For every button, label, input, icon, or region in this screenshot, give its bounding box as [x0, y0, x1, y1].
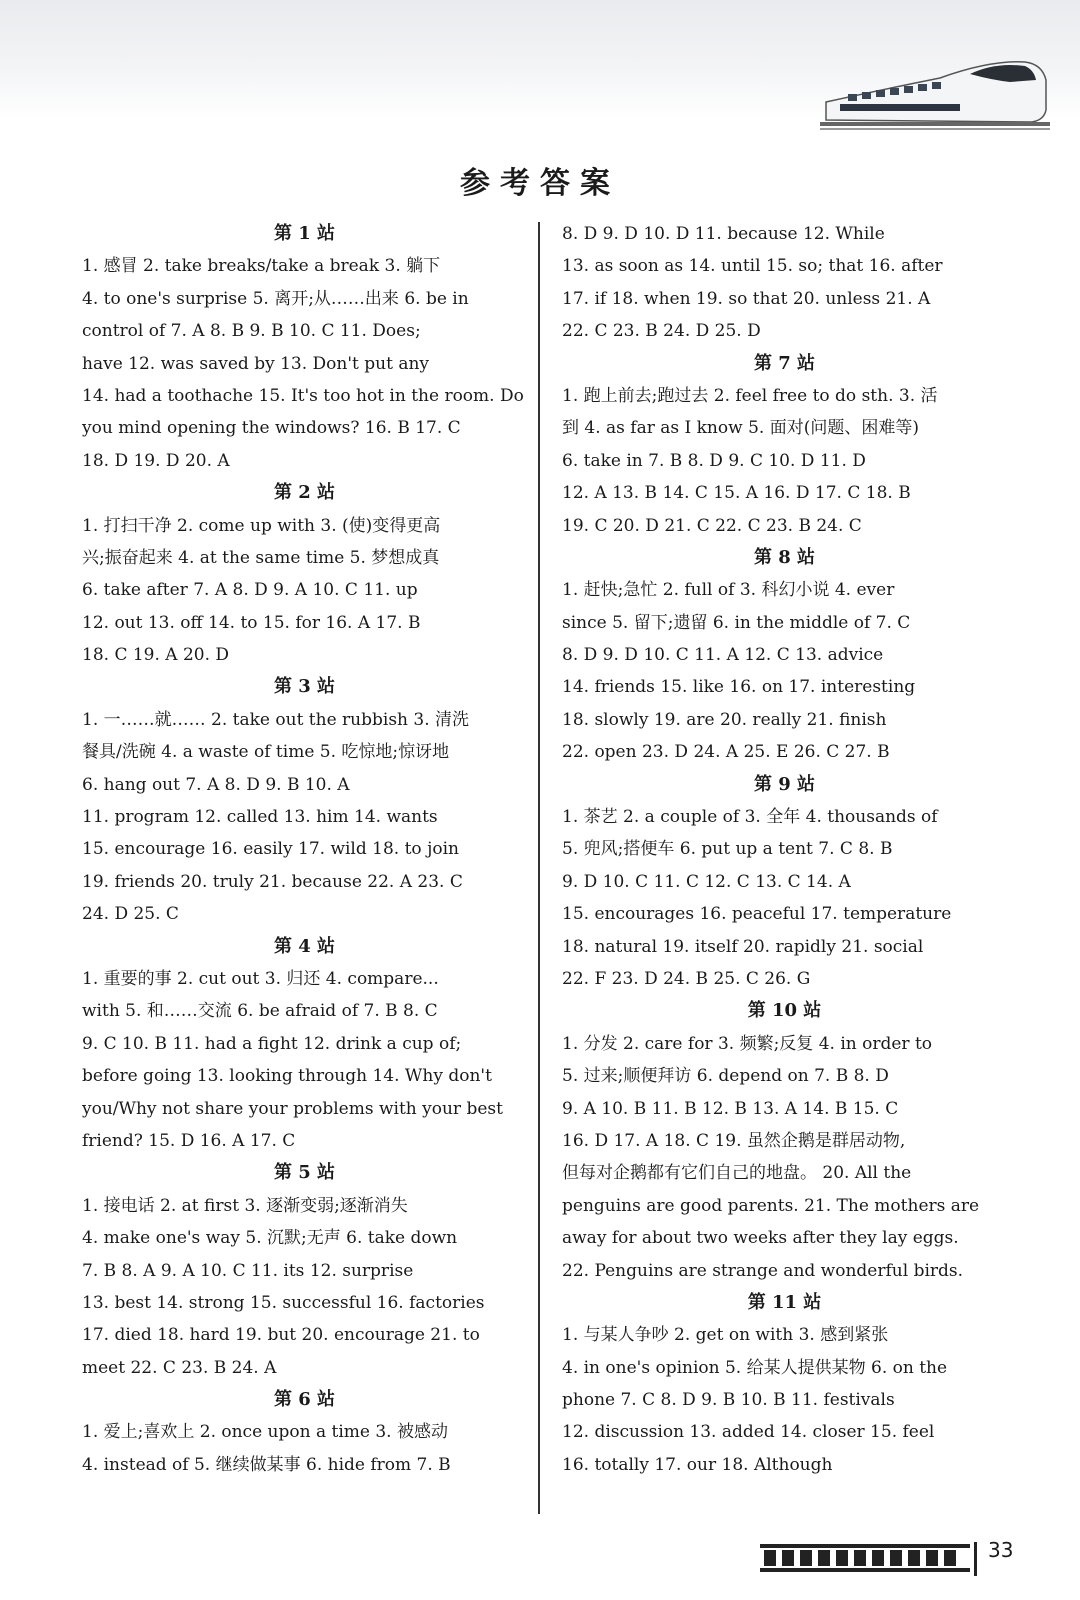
- left-column: [82, 218, 527, 1481]
- section-heading: 第 11 站: [747, 1291, 822, 1313]
- answer-line: 22. F 23. D 24. B 25. C 26. G: [562, 968, 811, 989]
- answer-line: 5. 过来;顺便拜访 6. depend on 7. B 8. D: [562, 1066, 889, 1087]
- answer-line: 1. 与某人争吵 2. get on with 3. 感到紧张: [562, 1325, 889, 1346]
- column-divider: [538, 222, 540, 1514]
- answer-line: meet 22. C 23. B 24. A: [82, 1357, 277, 1378]
- section-heading: 第 2 站: [273, 482, 336, 504]
- answer-line: 9. A 10. B 11. B 12. B 13. A 14. B 15. C: [562, 1098, 899, 1119]
- train-icon: [820, 40, 1050, 135]
- answer-line: 22. Penguins are strange and wonderful birds.: [562, 1260, 964, 1281]
- answer-line: friend? 15. D 16. A 17. C: [82, 1130, 296, 1151]
- page-title: 参考答案: [460, 166, 620, 201]
- right-column: [562, 218, 1007, 1481]
- answer-line: 18. C 19. A 20. D: [82, 645, 230, 666]
- answer-line: 1. 分发 2. care for 3. 频繁;反复 4. in order to: [562, 1033, 933, 1054]
- answer-line: 1. 打扫干净 2. come up with 3. (使)变得更高: [82, 515, 441, 536]
- answer-line: 1. 一……就…… 2. take out the rubbish 3. 清洗: [82, 709, 470, 730]
- answer-line: 11. program 12. called 13. him 14. wants: [82, 807, 438, 828]
- section-heading: 第 1 站: [273, 223, 336, 244]
- answer-line: 6. take after 7. A 8. D 9. A 10. C 11. up: [82, 580, 418, 601]
- section-heading: 第 5 站: [273, 1162, 336, 1184]
- answer-line: with 5. 和……交流 6. be afraid of 7. B 8. C: [82, 1001, 438, 1022]
- answer-line: 8. D 9. D 10. D 11. because 12. While: [562, 224, 885, 244]
- answer-line: 19. friends 20. truly 21. because 22. A 23. C: [82, 871, 463, 892]
- footer-rail-decoration: [760, 1542, 980, 1576]
- section-heading: 第 6 站: [273, 1389, 336, 1411]
- answer-line: 1. 赶快;急忙 2. full of 3. 科幻小说 4. ever: [562, 580, 895, 601]
- answer-line: 22. open 23. D 24. A 25. E 26. C 27. B: [562, 742, 890, 763]
- answer-line: 18. D 19. D 20. A: [82, 450, 230, 471]
- answer-line: 12. A 13. B 14. C 15. A 16. D 17. C 18. B: [562, 483, 911, 504]
- answer-line: 1. 重要的事 2. cut out 3. 归还 4. compare...: [82, 968, 439, 989]
- section-heading: 第 3 站: [273, 676, 336, 698]
- answer-line: 9. D 10. C 11. C 12. C 13. C 14. A: [562, 871, 851, 892]
- answer-line: 4. to one's surprise 5. 离开;从……出来 6. be in: [82, 288, 469, 309]
- answer-line: 12. out 13. off 14. to 15. for 16. A 17. B: [82, 612, 421, 633]
- answer-line: have 12. was saved by 13. Don't put any: [82, 353, 430, 374]
- answer-line: 1. 跑上前去;跑过去 2. feel free to do sth. 3. 活: [562, 385, 938, 406]
- section-heading: 第 7 站: [753, 352, 816, 374]
- answer-line: 6. take in 7. B 8. D 9. C 10. D 11. D: [562, 450, 866, 471]
- answer-line: 22. C 23. B 24. D 25. D: [562, 321, 761, 342]
- answer-line: 但每对企鹅都有它们自己的地盘。 20. All the: [562, 1163, 912, 1184]
- answer-line: 15. encourage 16. easily 17. wild 18. to join: [82, 839, 459, 860]
- answer-line: 9. C 10. B 11. had a fight 12. drink a cup of;: [82, 1033, 462, 1054]
- answer-line: 12. discussion 13. added 14. closer 15. feel: [562, 1422, 935, 1443]
- answer-line: 17. died 18. hard 19. but 20. encourage 21. to: [82, 1325, 480, 1346]
- answer-line: phone 7. C 8. D 9. B 10. B 11. festivals: [562, 1390, 895, 1411]
- answer-line: 1. 感冒 2. take breaks/take a break 3. 躺下: [82, 256, 441, 277]
- answer-line: 4. make one's way 5. 沉默;无声 6. take down: [82, 1228, 458, 1249]
- answer-line: 4. in one's opinion 5. 给某人提供某物 6. on the: [562, 1357, 948, 1378]
- answer-line: 17. if 18. when 19. so that 20. unless 21. A: [562, 288, 931, 309]
- answer-line: 7. B 8. A 9. A 10. C 11. its 12. surprise: [82, 1260, 414, 1281]
- answer-line: 13. as soon as 14. until 15. so; that 16. after: [562, 256, 943, 277]
- answer-line: 14. had a toothache 15. It's too hot in the room. Do: [82, 385, 524, 406]
- answer-line: 8. D 9. D 10. C 11. A 12. C 13. advice: [562, 645, 884, 666]
- answer-line: 13. best 14. strong 15. successful 16. factories: [82, 1292, 485, 1313]
- answer-line: penguins are good parents. 21. The mothers are: [562, 1195, 980, 1216]
- answer-line: 18. slowly 19. are 20. really 21. finish: [562, 709, 887, 730]
- answer-line: 1. 茶艺 2. a couple of 3. 全年 4. thousands of: [562, 807, 938, 828]
- answer-line: 到 4. as far as I know 5. 面对(问题、困难等): [562, 418, 919, 439]
- answer-line: you mind opening the windows? 16. B 17. C: [82, 418, 461, 439]
- answer-line: 兴;振奋起来 4. at the same time 5. 梦想成真: [82, 547, 440, 568]
- answer-line: 14. friends 15. like 16. on 17. interesting: [562, 677, 916, 698]
- answer-line: before going 13. looking through 14. Why don't: [82, 1066, 492, 1087]
- section-heading: 第 9 站: [753, 773, 816, 795]
- answer-line: 餐具/洗碗 4. a waste of time 5. 吃惊地;惊讶地: [82, 742, 450, 763]
- answer-line: 1. 爱上;喜欢上 2. once upon a time 3. 被感动: [82, 1422, 448, 1443]
- section-heading: 第 10 站: [747, 1000, 822, 1022]
- answer-line: 4. instead of 5. 继续做某事 6. hide from 7. B: [82, 1454, 451, 1475]
- answer-line: 19. C 20. D 21. C 22. C 23. B 24. C: [562, 515, 862, 536]
- answer-line: 15. encourages 16. peaceful 17. temperature: [562, 904, 952, 925]
- answer-line: 18. natural 19. itself 20. rapidly 21. social: [562, 936, 924, 957]
- answer-line: 6. hang out 7. A 8. D 9. B 10. A: [82, 774, 350, 795]
- answer-line: since 5. 留下;遗留 6. in the middle of 7. C: [562, 612, 911, 633]
- section-heading: 第 4 站: [273, 935, 336, 957]
- answer-line: you/Why not share your problems with your best: [82, 1098, 503, 1119]
- answer-line: 24. D 25. C: [82, 904, 179, 925]
- page-number: 33: [988, 1538, 1014, 1562]
- answer-line: 16. D 17. A 18. C 19. 虽然企鹅是群居动物,: [562, 1130, 906, 1151]
- answer-line: control of 7. A 8. B 9. B 10. C 11. Does;: [82, 321, 421, 342]
- answer-line: 16. totally 17. our 18. Although: [562, 1454, 833, 1475]
- section-heading: 第 8 站: [753, 546, 816, 568]
- answer-line: 5. 兜风;搭便车 6. put up a tent 7. C 8. B: [562, 839, 893, 860]
- answer-line: 1. 接电话 2. at first 3. 逐渐变弱;逐渐消失: [82, 1195, 408, 1216]
- answer-line: away for about two weeks after they lay eggs.: [562, 1228, 959, 1249]
